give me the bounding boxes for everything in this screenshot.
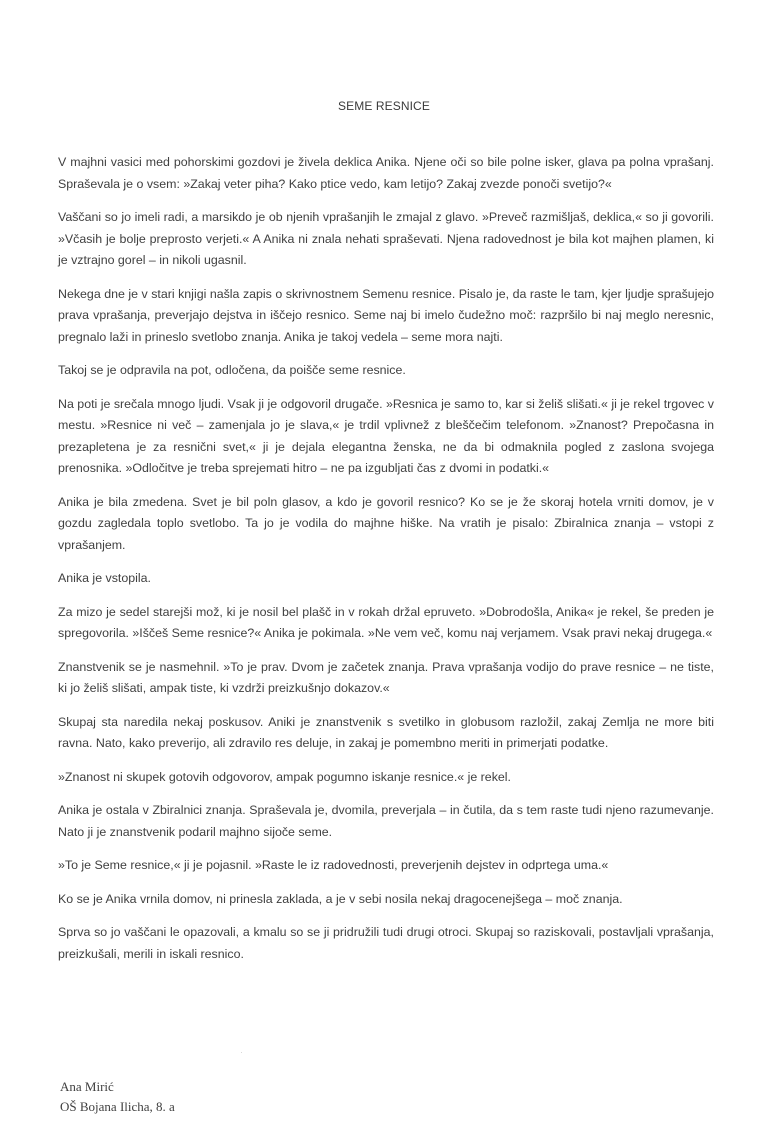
paragraph: Anika je ostala v Zbiralnici znanja. Spraševala je, dvomila, preverjala – in čutila, da s tem raste tudi njeno razumevanje. Nato ji je znanstvenik podaril majhno sijoče seme. — [58, 803, 714, 839]
stray-mark — [241, 1052, 242, 1053]
paragraph: Ko se je Anika vrnila domov, ni prinesla zaklada, a je v sebi nosila nekaj dragocenejšega – moč znanja. — [58, 891, 623, 906]
author-name: Ana Mirić — [60, 1079, 114, 1094]
paragraph: Anika je bila zmedena. Svet je bil poln glasov, a kdo je govoril resnico? Ko se je že skoraj hotela vrniti domov, je v gozdu zagledala toplo svetlobo. Ta jo je vodila do majhne hiške. Na vratih je pisalo: Zbiralnica znanja – vstopi z vprašanjem. — [58, 494, 714, 552]
paragraph: Nekega dne je v stari knjigi našla zapis o skrivnostnem Semenu resnice. Pisalo je, da raste le tam, kjer ljudje sprašujejo prava vprašanja, preverjajo dejstva in iščejo resnico. Seme naj bi imelo čudežno moč: razpršilo bi naj meglo neresnic, pregnalo laži in prineslo svetlobo znanja. Anika je takoj vedela – seme mora najti. — [58, 286, 714, 344]
paragraph: Takoj se je odpravila na pot, odločena, da poišče seme resnice. — [58, 363, 406, 377]
paragraph: Sprva so jo vaščani le opazovali, a kmalu so se ji pridružili tudi drugi otroci. Skupaj so raziskovali, postavljali vprašanja, preizkušali, merili in iskali resnico. — [58, 925, 714, 961]
paragraph: Skupaj sta naredila nekaj poskusov. Aniki je znanstvenik s svetilko in globusom razložil, zakaj Zemlja ne more biti ravna. Nato, kako preverijo, ali zdravilo res deluje, in zakaj je pomembno meriti in primerjati podatke. — [58, 714, 714, 750]
paragraph: »Znanost ni skupek gotovih odgovorov, ampak pogumno iskanje resnice.« je rekel. — [58, 769, 511, 784]
document-title: SEME RESNICE — [338, 99, 430, 113]
paragraph: Anika je vstopila. — [58, 571, 151, 585]
paragraph: V majhni vasici med pohorskimi gozdovi je živela deklica Anika. Njene oči so bile polne isker, glava pa polna vprašanj. Spraševala je o vsem: »Zakaj veter piha? Kako ptice vedo, kam letijo? Zakaj zvezde ponoči svetijo?« — [58, 155, 714, 191]
paragraph: Znanstvenik se je nasmehnil. »To je prav. Dvom je začetek znanja. Prava vprašanja vodijo do prave resnice – ne tiste, ki jo želiš slišati, ampak tiste, ki vzdrži preizkušnjo dokazov.« — [58, 659, 714, 695]
paragraph: Za mizo je sedel starejši mož, ki je nosil bel plašč in v rokah držal epruveto. »Dobrodošla, Anika« je rekel, še preden je spregovorila. »Iščeš Seme resnice?« Anika je pokimala. »Ne vem več, komu naj verjamem. Vsak pravi nekaj drugega.« — [58, 604, 714, 640]
paragraph: Vaščani so jo imeli radi, a marsikdo je ob njenih vprašanjih le zmajal z glavo. »Preveč razmišljaš, deklica,« so ji govorili. »Včasih je bolje preprosto verjeti.« A Anika ni znala nehati spraševati. Njena radovednost je bila kot majhen plamen, ki je vztrajno gorel – in nikoli ugasnil. — [58, 210, 714, 267]
paragraph: »To je Seme resnice,« ji je pojasnil. »Raste le iz radovednosti, preverjenih dejstev in odprtega uma.« — [58, 858, 609, 872]
author-block — [60, 1077, 175, 1117]
author-school: OŠ Bojana Ilicha, 8. a — [60, 1099, 175, 1114]
story-body — [58, 152, 714, 977]
paragraph: Na poti je srečala mnogo ljudi. Vsak ji je odgovoril drugače. »Resnica je samo to, kar si želiš slišati.« ji je rekel trgovec v mestu. »Resnice ni več – zamenjala jo je slava,« je trdil vplivnež z bleščečim telefonom. »Znanost? Prepočasna in prezapletena je za resnični svet,« ji je dejala elegantna ženska, ne da bi odmaknila pogled z zaslona svojega prenosnika. »Odločitve je treba sprejemati hitro – ne pa izgubljati čas z dvomi in podatki.« — [58, 396, 714, 475]
